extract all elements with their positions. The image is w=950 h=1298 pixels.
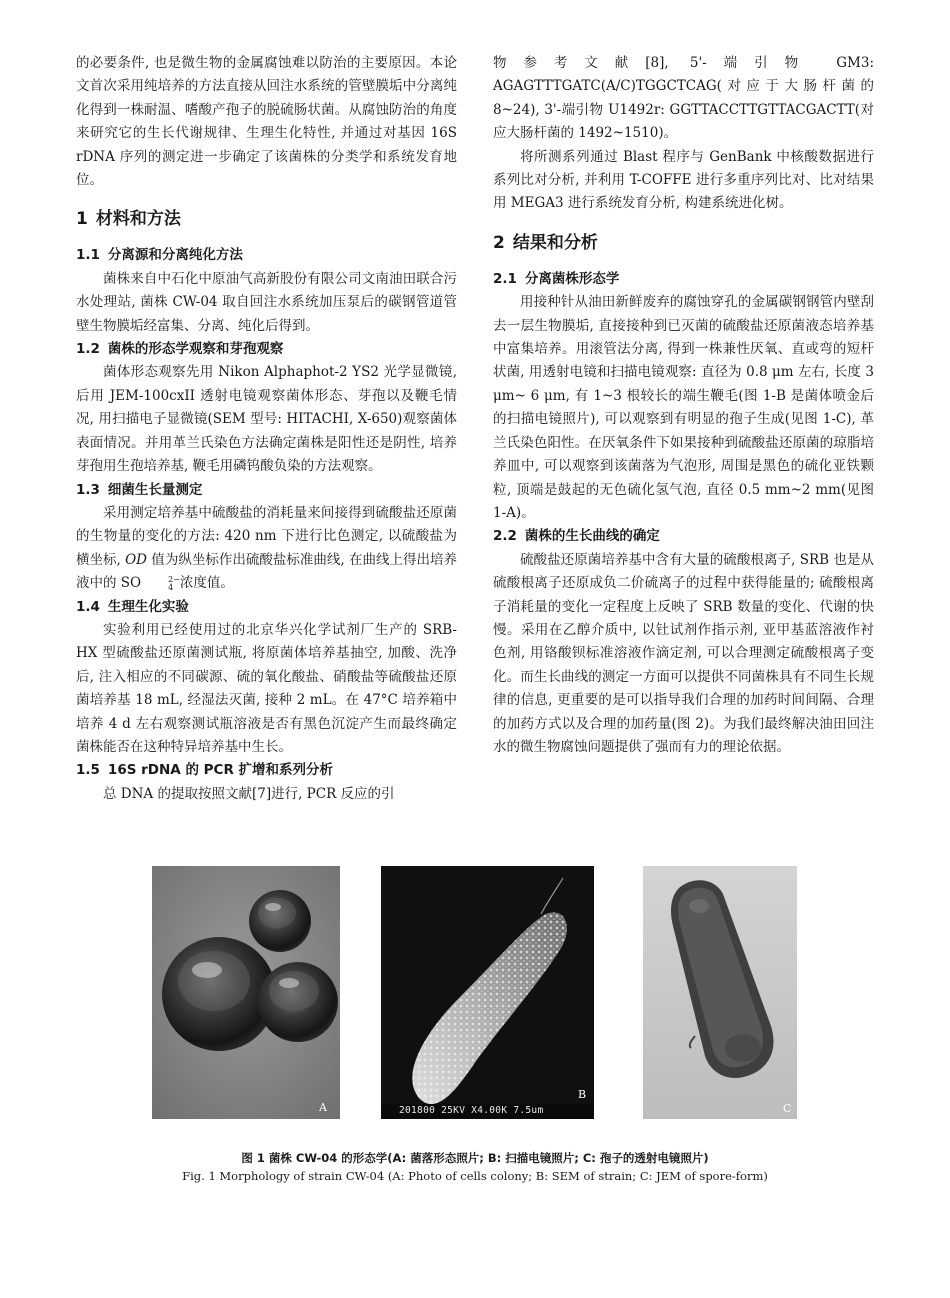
subsection-1-3-text bbox=[76, 502, 457, 596]
intro-paragraph: 的必要条件, 也是微生物的金属腐蚀难以防治的主要原因。本论文首次采用纯培养的方法直接从回注水系统的管壁膜垢中分离纯化得到一株耐温、嗜酸产孢子的脱硫肠状菌。从腐蚀防治的角度来研究它的生长代谢规律、生理生化特性, 并通过对基因 16S rDNA 序列的测定进一步确定了该菌株的分类学和系统发育地位。 bbox=[76, 55, 457, 189]
subsection-2-2-heading bbox=[493, 525, 874, 548]
right-column bbox=[493, 52, 874, 759]
section-title: 结果和分析 bbox=[512, 232, 598, 253]
subsection-2-1-heading bbox=[493, 268, 874, 291]
colony-bottom-right bbox=[258, 962, 338, 1042]
primer-paragraph: 物参考文献[8], 5'-端引物 GM3: AGAGTTTGATC(A/C)TGGCTCAG(对应于大肠杆菌的 8~24), 3'-端引物 U1492r: GGTTACCTTGTTACGACTT(对应大肠杆菌的 1492~1510)。 bbox=[493, 55, 874, 142]
left-column bbox=[76, 52, 457, 806]
subsection-title: 16S rDNA 的 PCR 扩增和系列分析 bbox=[107, 762, 334, 779]
sem-info-text: 201800 25KV X4.00K 7.5um bbox=[399, 1105, 544, 1116]
panel-a-label: A bbox=[319, 1101, 327, 1114]
subsection-number: 1.3 bbox=[76, 481, 100, 498]
subsection-number: 1.4 bbox=[76, 598, 100, 615]
subsection-1-2-text: 菌体形态观察先用 Nikon Alphaphot-2 YS2 光学显微镜, 后用 JEM-100cxII 透射电镜观察菌体形态、芽孢以及鞭毛情况, 用扫描电子显微镜(SEM 型号: HITACHI, X-650)观察菌体表面情况。并用革兰氏染色方法确定菌株是阳性还是阴性, 培养芽孢用生孢培养基, 鞭毛用磷钨酸负染的方法观察。 bbox=[76, 364, 457, 475]
sulfate-scripts bbox=[141, 576, 180, 592]
subsection-1-4-heading bbox=[76, 596, 457, 619]
subsection-1-4-text: 实验利用已经使用过的北京华兴化学试剂厂生产的 SRB-HX 型硫酸盐还原菌测试瓶, 将原菌体培养基抽空, 加酸、洗净后, 注入相应的不同碳源、硫的氧化酸盐、硝酸盐等硫酸盐还原菌培养基 18 mL, 经湿法灭菌, 接种 2 mL。在 47°C 培养箱中培养 4 d 左右观察测试瓶溶液是否有黑色沉淀产生而最终确定菌株能否在这种特异培养基中生长。 bbox=[76, 621, 457, 755]
subsection-title: 菌株的生长曲线的确定 bbox=[524, 528, 660, 545]
section-2-heading bbox=[493, 229, 874, 257]
section-1-heading bbox=[76, 205, 457, 233]
subsection-number: 1.2 bbox=[76, 341, 100, 358]
section-number: 2 bbox=[493, 232, 505, 253]
text-segment: 值为纵坐标作出硫酸盐标准曲线, 在曲线上得出培养液中的 SO bbox=[76, 551, 457, 592]
text-segment: 浓度值。 bbox=[179, 575, 234, 592]
subsection-title: 分离源和分离纯化方法 bbox=[107, 247, 243, 264]
panel-b-label: B bbox=[578, 1088, 587, 1101]
subsection-title: 细菌生长量测定 bbox=[107, 481, 203, 498]
subsection-title: 分离菌株形态学 bbox=[524, 270, 620, 287]
od-italic: OD bbox=[125, 551, 148, 568]
sem-info-bar bbox=[381, 1104, 594, 1119]
subsection-1-2-heading bbox=[76, 338, 457, 361]
subsection-1-5-text: 总 DNA 的提取按照文献[7]进行, PCR 反应的引 bbox=[103, 785, 395, 802]
subsection-1-1-heading bbox=[76, 244, 457, 267]
subsection-2-2-text: 硫酸盐还原菌培养基中含有大量的硫酸根离子, SRB 也是从硫酸根离子还原成负二价硫离子的过程中获得能量的; 硫酸根离子消耗量的变化一定程度上反映了 SRB 数量的变化、代谢的快慢。采用在乙醇介质中, 以钍试剂作指示剂, 亚甲基蓝溶液作衬色剂, 用铬酸钡标准溶液作滴定剂, 可以合理测定硫酸根离子变化。而生长曲线的测定一方面可以提供不同菌株具有不同生长规律的信息, 更重要的是可以指导我们合理的加药时间间隔、合理的加药方式以及合理的加药量(图 2)。为我们最终解决油田回注水的微生物腐蚀问题提供了强而有力的理论依据。 bbox=[493, 551, 874, 755]
subsection-1-3-heading bbox=[76, 479, 457, 502]
text-segment: 采用测定培养基中硫酸盐的消耗量来间接得到硫酸盐还原菌的生物量的变化的方法: 420 nm 下进行比色测定, 以硫酸盐为横坐标, bbox=[76, 504, 457, 568]
subsection-2-1-text: 用接种针从油田新鲜废弃的腐蚀穿孔的金属碳钢钢管内壁刮去一层生物膜垢, 直接接种到已灭菌的硫酸盐还原菌液态培养基中富集培养。用滚管法分离, 得到一株兼性厌氧、直或弯的短杆状菌, 用透射电镜和扫描电镜观察: 直径为 0.8 μm 左右, 长度 3 μm~ 6 μm, 有 1~3 根较长的端生鞭毛(图 1-B 是菌体喷金后的扫描电镜照片), 可以观察到有明显的孢子生成(见图 1-C), 革兰氏染色阳性。在厌氧条件下如果接种到硫酸盐还原菌的琼脂培养皿中, 可以观察到该菌落为气泡形, 周围是黑色的硫化亚铁颗粒, 顶端是鼓起的无色硫化氢气泡, 直径 0.5 mm~2 mm(见图 1-A)。 bbox=[493, 294, 874, 521]
figure-caption-english: Fig. 1 Morphology of strain CW-04 (A: Photo of cells colony; B: SEM of strain; C: JEM of spore-form) bbox=[182, 1169, 768, 1183]
section-title: 材料和方法 bbox=[95, 209, 181, 230]
subsection-number: 1.1 bbox=[76, 247, 100, 264]
colony-top-right bbox=[249, 890, 311, 952]
sulfate-subscript: 4 bbox=[168, 582, 174, 592]
sem-image bbox=[381, 866, 594, 1119]
subsection-number: 1.5 bbox=[76, 762, 100, 779]
tem-image bbox=[643, 866, 797, 1119]
panel-c-tem-image bbox=[643, 866, 797, 1119]
subsection-number: 2.1 bbox=[493, 270, 517, 287]
colony-image bbox=[152, 866, 340, 1119]
subsection-title: 生理生化实验 bbox=[107, 598, 189, 615]
section-number: 1 bbox=[76, 209, 88, 230]
sulfate-superscript: 2− bbox=[168, 574, 180, 584]
subsection-title: 菌株的形态学观察和芽孢观察 bbox=[107, 341, 284, 358]
panel-a-colony-photo bbox=[152, 866, 340, 1119]
panel-b-sem-image bbox=[381, 866, 594, 1119]
subsection-1-5-heading bbox=[76, 759, 457, 782]
panel-c-label: C bbox=[783, 1102, 792, 1115]
subsection-number: 2.2 bbox=[493, 528, 517, 545]
blast-paragraph: 将所测系列通过 Blast 程序与 GenBank 中核酸数据进行系列比对分析, 并利用 T-COFFE 进行多重序列比对、比对结果用 MEGA3 进行系统发育分析, 构建系统进化树。 bbox=[493, 148, 874, 212]
figure-1 bbox=[0, 866, 950, 1126]
figure-caption-chinese: 图 1 菌株 CW-04 的形态学(A: 菌落形态照片; B: 扫描电镜照片; C: 孢子的透射电镜照片) bbox=[241, 1151, 709, 1165]
subsection-1-1-text: 菌株来自中石化中原油气高新股份有限公司文南油田联合污水处理站, 菌株 CW-04 取自回注水系统加压泵后的碳钢管道管壁生物膜垢经富集、分离、纯化后得到。 bbox=[76, 270, 457, 334]
